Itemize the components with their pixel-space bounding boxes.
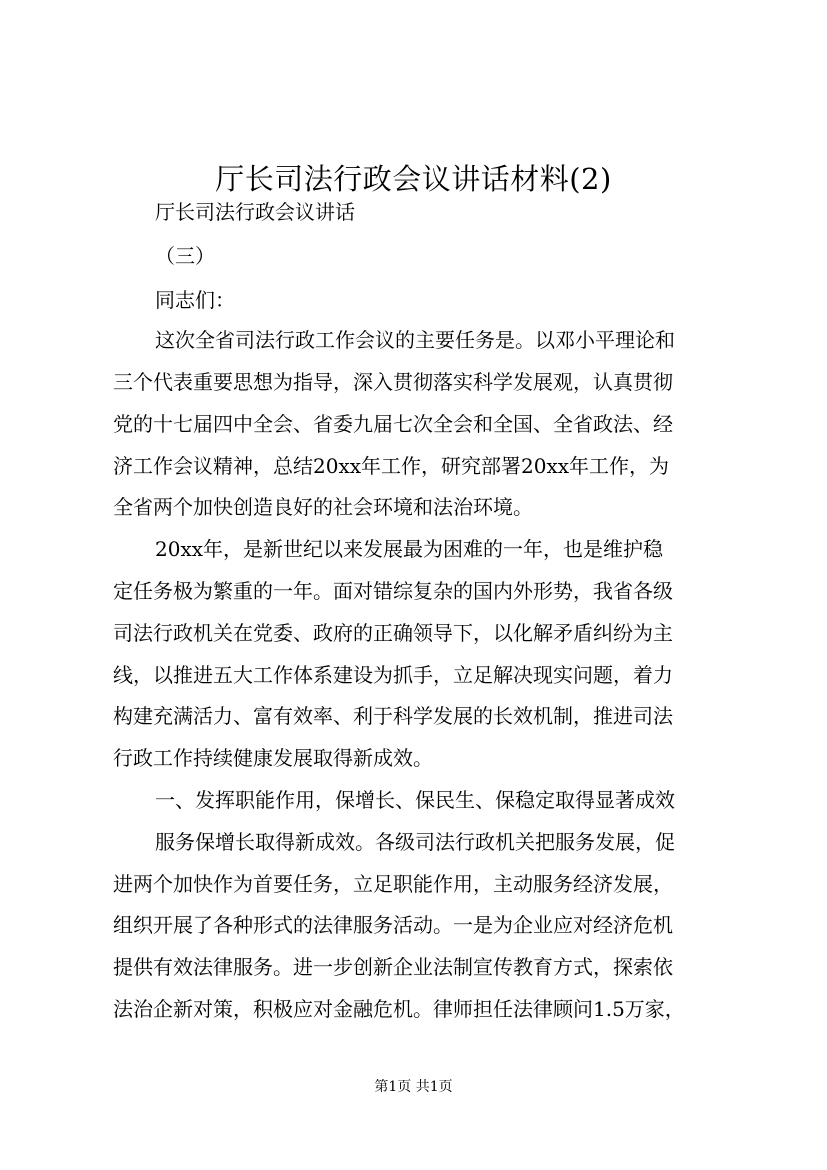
paragraph-line: 济工作会议精神，总结20xx年工作，研究部署20xx年工作，为 [113, 454, 670, 478]
paragraph-line: 这次全省司法行政工作会议的主要任务是。以邓小平理论和 [155, 328, 675, 352]
paragraph-line: 法治企新对策，积极应对金融危机。律师担任法律顾问1.5万家， [113, 997, 685, 1021]
paragraph-line: 提供有效法律服务。进一步创新企业法制宣传教育方式，探索依 [113, 955, 673, 979]
salutation: 同志们： [155, 288, 235, 312]
paragraph-line: 进两个加快作为首要任务，立足职能作用，主动服务经济发展， [113, 872, 673, 896]
subtitle-number: （三） [155, 244, 215, 268]
paragraph-line: 服务保增长取得新成效。各级司法行政机关把服务发展，促 [155, 830, 675, 854]
paragraph-line: 组织开展了各种形式的法律服务活动。一是为企业应对经济危机 [113, 913, 673, 937]
paragraph-line: 三个代表重要思想为指导，深入贯彻落实科学发展观，认真贯彻 [113, 370, 673, 394]
page-footer: 第1页 共1页 [374, 1079, 453, 1095]
paragraph-line: 线，以推进五大工作体系建设为抓手，立足解决现实问题，着力 [113, 663, 673, 687]
paragraph-line: 司法行政机关在党委、政府的正确领导下，以化解矛盾纠纷为主 [113, 621, 673, 645]
section-heading: 一、发挥职能作用，保增长、保民生、保稳定取得显著成效 [155, 788, 675, 812]
paragraph-line: 20xx年，是新世纪以来发展最为困难的一年，也是维护稳 [155, 537, 664, 561]
paragraph-line: 行政工作持续健康发展取得新成效。 [113, 746, 433, 770]
paragraph-line: 党的十七届四中全会、省委九届七次全会和全国、全省政法、经 [113, 412, 673, 436]
document-title: 厅长司法行政会议讲话材料(2) [215, 162, 612, 197]
paragraph-line: 定任务极为繁重的一年。面对错综复杂的国内外形势，我省各级 [113, 579, 673, 603]
paragraph-line: 构建充满活力、富有效率、利于科学发展的长效机制，推进司法 [113, 704, 673, 728]
subtitle-line: 厅长司法行政会议讲话 [155, 200, 355, 224]
paragraph-line: 全省两个加快创造良好的社会环境和法治环境。 [113, 495, 533, 519]
